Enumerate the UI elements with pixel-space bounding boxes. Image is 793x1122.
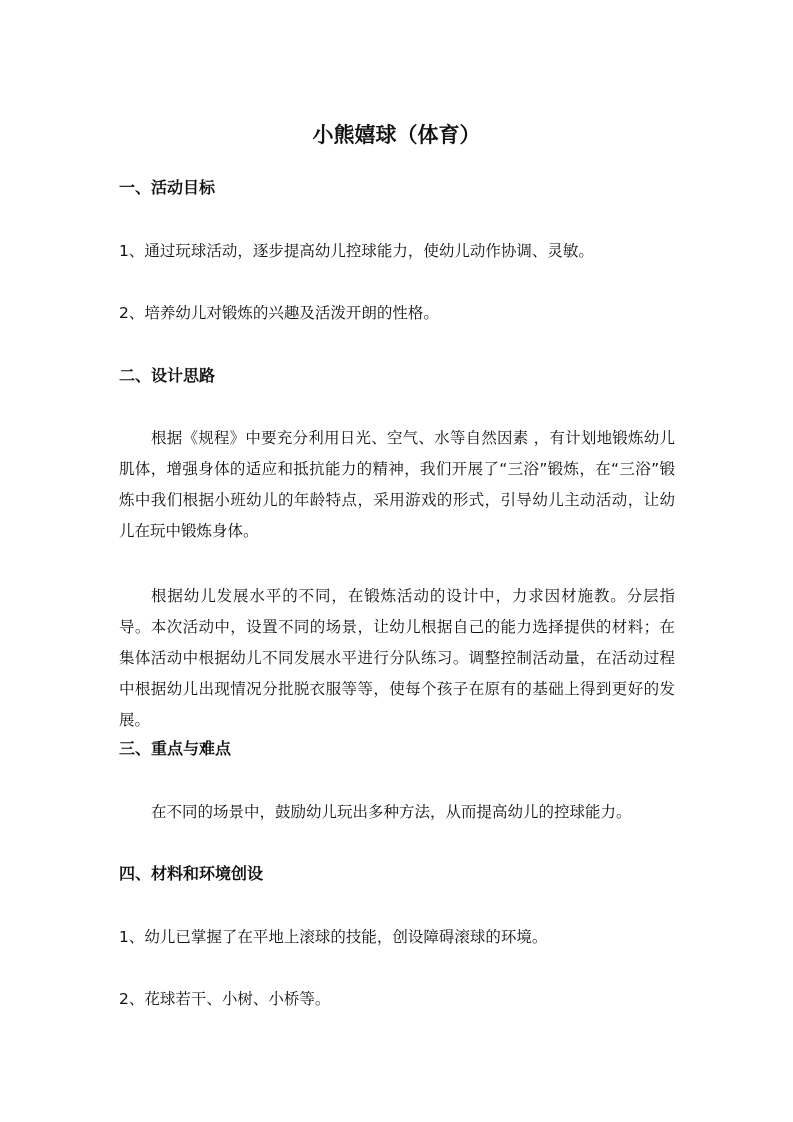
keypoints-paragraph: 在不同的场景中，鼓励幼儿玩出多种方法，从而提高幼儿的控球能力。 <box>151 803 632 821</box>
section-heading-materials: 四、材料和环境创设 <box>119 864 264 883</box>
design-paragraph-1: 根据《规程》中要充分利用日光、空气、水等自然因素 ，有计划地锻炼幼儿肌体，增强身体的适应和抵抗能力的精神，我们开展了“三浴”锻炼，在“三浴”锻炼中我们根据小班幼儿的年龄特点，采用游戏的形式，引导幼儿主动活动，让幼儿在玩中锻炼身体。 <box>119 429 675 540</box>
material-item-2: 2、花球若干、小树、小桥等。 <box>119 990 331 1008</box>
document-title: 小熊嬉球（体育） <box>312 123 481 147</box>
design-paragraph-2: 根据幼儿发展水平的不同，在锻炼活动的设计中，力求因材施教。分层指导。本次活动中，设置不同的场景，让幼儿根据自己的能力选择提供的材料；在集体活动中根据幼儿不同发展水平进行分队练习。调整控制活动量，在活动过程中根据幼儿出现情况分批脱衣服等等，使每个孩子在原有的基础上得到更好的发展。 <box>119 587 675 729</box>
goal-item-1: 1、通过玩球活动，逐步提高幼儿控球能力，使幼儿动作协调、灵敏。 <box>119 242 594 260</box>
section-heading-keypoints: 三、重点与难点 <box>119 739 232 758</box>
section-heading-goals: 一、活动目标 <box>119 178 216 197</box>
material-item-1: 1、幼儿已掌握了在平地上滚球的技能，创设障碍滚球的环境。 <box>119 928 548 946</box>
section-heading-design: 二、设计思路 <box>119 366 216 385</box>
goal-item-2: 2、培养幼儿对锻炼的兴趣及活泼开朗的性格。 <box>119 304 439 322</box>
